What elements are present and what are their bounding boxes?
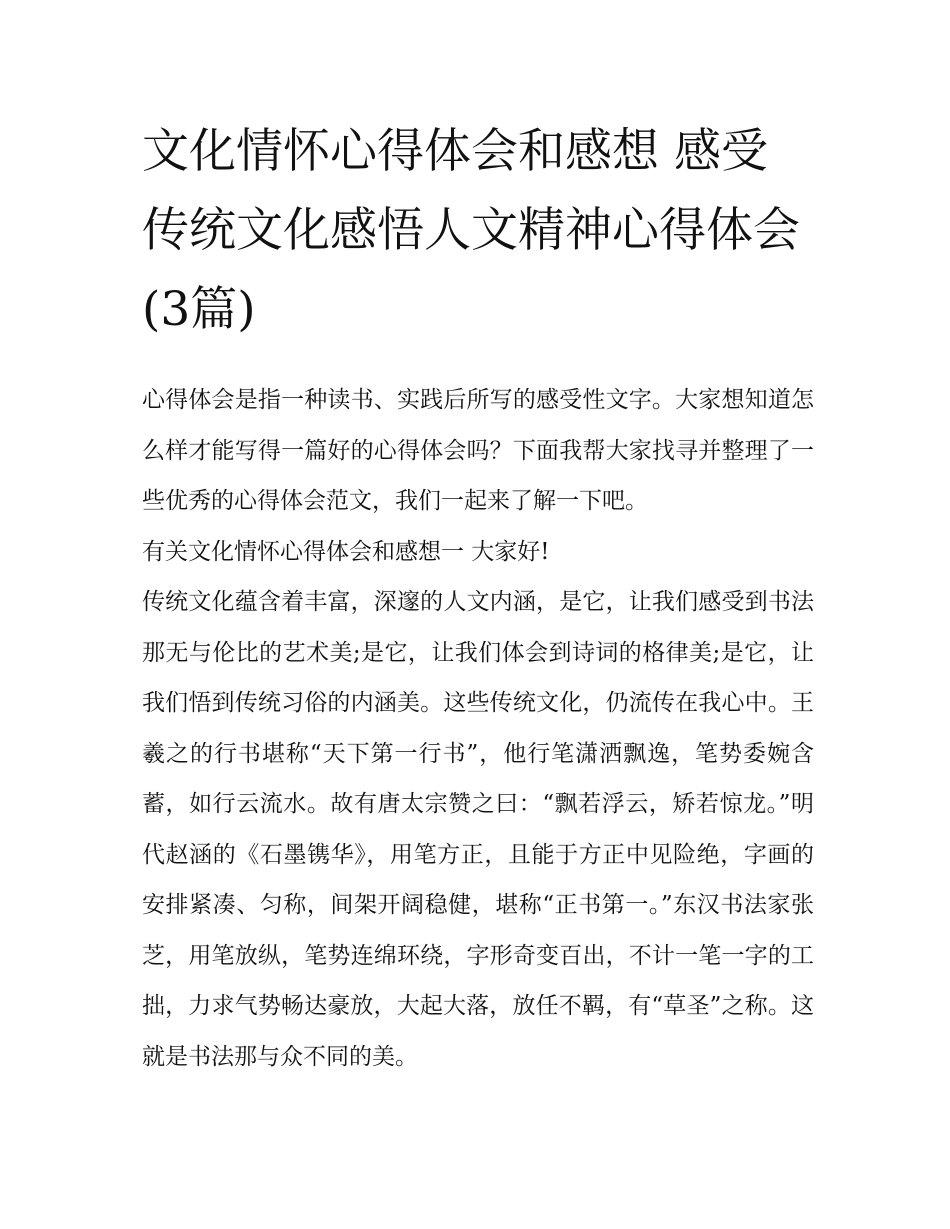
body-paragraph: 传统文化蕴含着丰富，深邃的人文内涵，是它，让我们感受到书法那无与伦比的艺术美;是它，让我们体会到诗词的格律美;是它，让我们悟到传统习俗的内涵美。这些传统文化，仍流传在我心中。王羲之的行书堪称“天下第一行书”，他行笔潇洒飘逸，笔势委婉含蓄，如行云流水。故有唐太宗赞之曰：“飘若浮云，矫若惊龙。”明代赵涵的《石墨镌华》，用笔方正，且能于方正中见险绝，字画的安排紧凑、匀称，间架开阔稳健，堪称“正书第一。”东汉书法家张芝，用笔放纵，笔势连绵环绕，字形奇变百出，不计一笔一字的工拙，力求气势畅达豪放，大起大落，放任不羁，有“草圣”之称。这就是书法那与众不同的美。 [142,589,814,1070]
document-title: 文化情怀心得体会和感想 感受传统文化感悟人文精神心得体会(3篇) [142,124,800,337]
intro-paragraph: 心得体会是指一种读书、实践后所写的感受性文字。大家想知道怎么样才能写得一篇好的心得体会吗？下面我帮大家找寻并整理了一些优秀的心得体会范文，我们一起来了解一下吧。 [142,387,814,514]
section-heading: 有关文化情怀心得体会和感想一 大家好! [142,538,550,565]
document-page [142,112,814,1082]
